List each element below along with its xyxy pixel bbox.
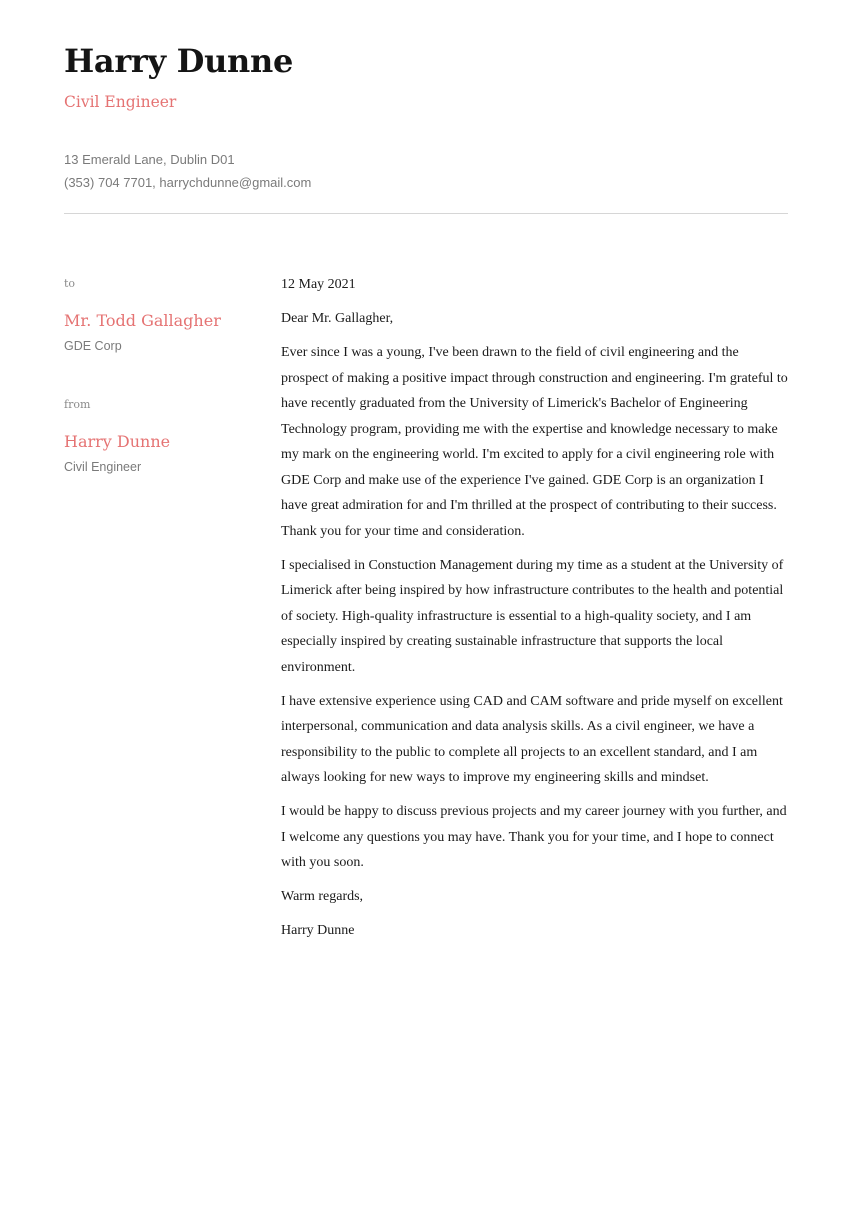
letter-header [64,40,788,194]
sender-block [64,397,254,476]
sender-title: Civil Engineer [64,460,142,474]
to-label: to [64,277,76,290]
header-divider [64,213,788,214]
from-label: from [64,398,91,411]
recipient-block [64,276,254,355]
body-paragraph: Ever since I was a young, I've been drawn to the field of civil engineering and the prospect of making a positive impact through construction and engineering. I'm grateful to have recently graduated from the University of Limerick's Bachelor of Engineering Technology program, providing me with the expertise and knowledge necessary to make my mark on the engineering world. I'm excited to apply for a civil engineering role with GDE Corp and make use of the experience I've gained. GDE Corp is an organization I have great admiration for and I'm thrilled at the prospect of contributing to their success. Thank you for your time and consideration. [281,345,788,539]
recipient-org: GDE Corp [64,339,122,353]
address-sidebar [64,276,254,476]
body-paragraph: I have extensive experience using CAD and CAM software and pride myself on excellent interpersonal, communication and data analysis skills. As a civil engineer, we have a responsibility to the public to complete all projects to an excellent standard, and I am always looking for new ways to improve my engineering skills and mindset. [281,693,783,785]
body-paragraph: I specialised in Constuction Management during my time as a student at the University of Limerick after being inspired by how infrastructure contributes to the health and potential of society. High-quality infrastructure is essential to a high-quality society, and I am especially inspired by creating sustainable infrastructure that supports the local environment. [281,557,784,675]
sender-name: Harry Dunne [64,432,171,451]
closing: Warm regards, [281,889,364,904]
phone-email: (353) 704 7701, harrychdunne@gmail.com [64,174,312,190]
body-paragraph: I would be happy to discuss previous projects and my career journey with you further, and I welcome any questions you may have. Thank you for your time, and I hope to connect with you soon. [281,804,787,870]
contact-info [64,149,788,194]
recipient-name: Mr. Todd Gallagher [64,311,221,330]
salutation: Dear Mr. Gallagher, [281,311,394,326]
letter-date: 12 May 2021 [281,277,356,292]
letter-body [281,272,789,952]
applicant-name: Harry Dunne [64,42,294,80]
applicant-title: Civil Engineer [64,93,177,111]
address: 13 Emerald Lane, Dublin D01 [64,152,235,167]
signature: Harry Dunne [281,923,355,938]
